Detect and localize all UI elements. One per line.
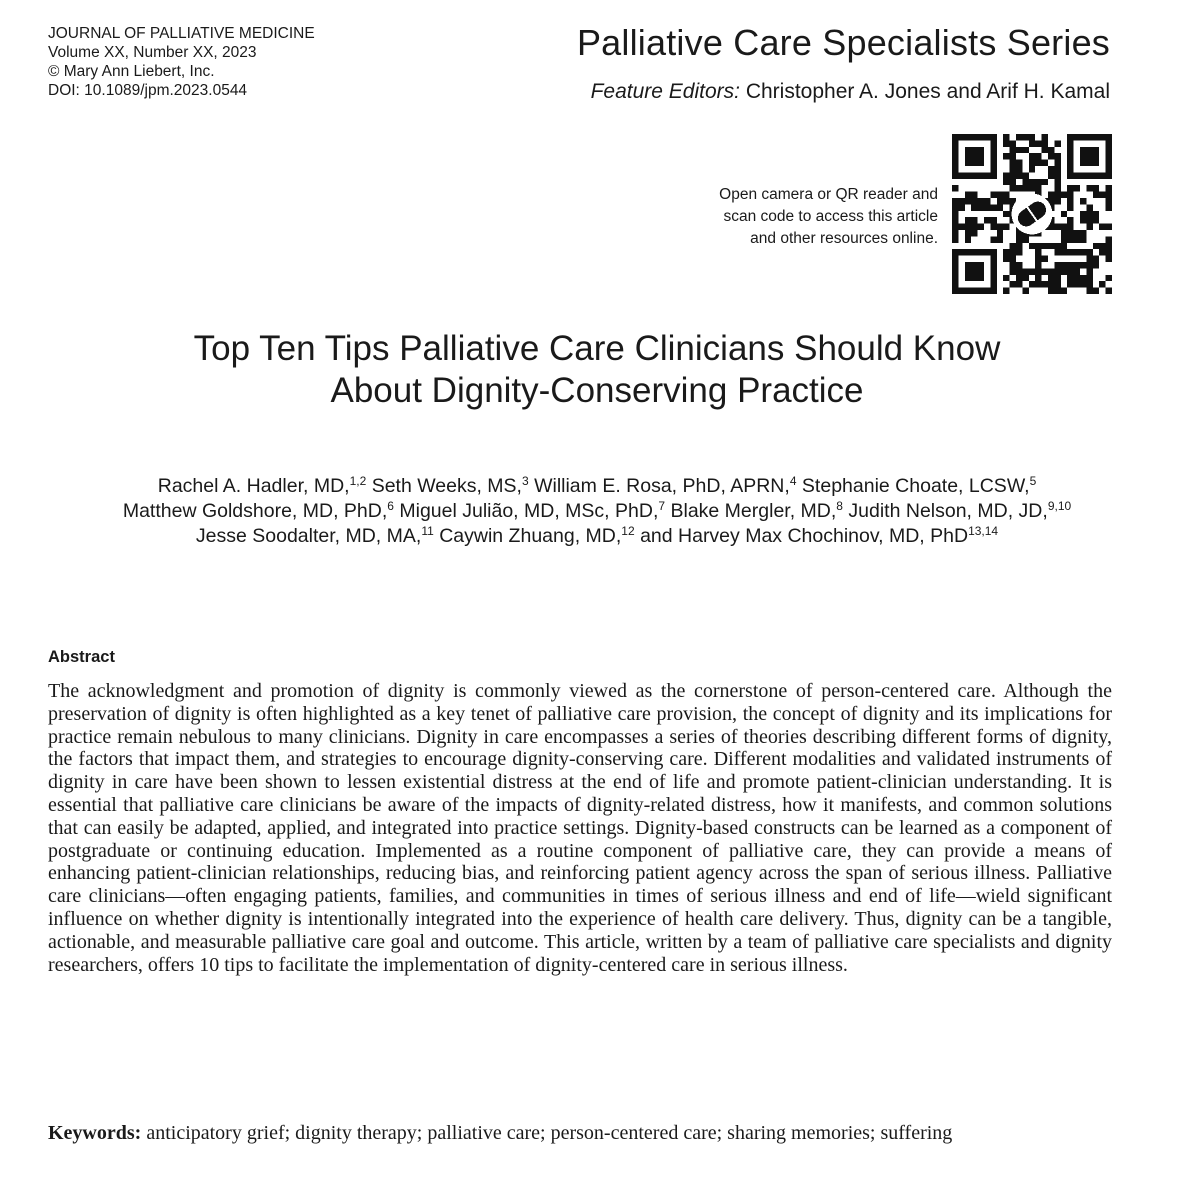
author: Matthew Goldshore, MD, PhD, bbox=[122, 500, 388, 522]
article-title bbox=[0, 328, 1194, 412]
affiliation-ref[interactable]: 9,10 bbox=[1047, 499, 1072, 513]
author: Stephanie Choate, LCSW, bbox=[801, 475, 1030, 497]
feature-editors bbox=[591, 80, 1110, 104]
author: and Harvey Max Chochinov, MD, PhD bbox=[640, 525, 969, 547]
author: Seth Weeks, MS, bbox=[371, 475, 522, 497]
abstract-heading: Abstract bbox=[48, 648, 115, 666]
author-line bbox=[30, 474, 1164, 499]
keywords bbox=[48, 1122, 1112, 1145]
journal-info bbox=[48, 24, 315, 100]
author-line bbox=[30, 499, 1164, 524]
affiliation-ref[interactable]: 12 bbox=[621, 524, 635, 538]
affiliation-ref[interactable]: 4 bbox=[789, 474, 797, 488]
qr-line: Open camera or QR reader and bbox=[719, 186, 938, 203]
editors-names: Christopher A. Jones and Arif H. Kamal bbox=[745, 80, 1110, 103]
qr-code-icon[interactable] bbox=[952, 134, 1112, 294]
journal-volume: Volume XX, Number XX, 2023 bbox=[48, 44, 257, 61]
author: Judith Nelson, MD, JD, bbox=[848, 500, 1048, 522]
journal-name: JOURNAL OF PALLIATIVE MEDICINE bbox=[48, 25, 315, 42]
keywords-label: Keywords: bbox=[48, 1122, 142, 1144]
qr-instructions bbox=[719, 184, 938, 250]
abstract-text: The acknowledgment and promotion of dignity is commonly viewed as the cornerstone of person-centered care. Although the preservation of dignity is often highlighted as a key tenet of palliative care provision, the concept of dignity and its implications for practice remain nebulous to many clinicians. Dignity in care encompasses a series of theories describing different forms of dignity, the factors that impact them, and strategies to encourage dignity-conserving care. Different modalities and validated instruments of dignity in care have been shown to lessen existential distress at the end of life and promote patient-clinician understanding. It is essential that palliative care clinicians be aware of the impacts of dignity-related distress, how it manifests, and common solutions that can easily be adapted, applied, and integrated into practice settings. Dignity-based constructs can be learned as a component of postgraduate or continuing education. Implemented as a routine component of palliative care, they can provide a means of enhancing patient-clinician relationships, reducing bias, and reinforcing patient agency across the span of serious illness. Palliative care clinicians—often engaging patients, families, and communities in times of serious illness and end of life—wield significant influence on whether dignity is intentionally integrated into the experience of health care delivery. Thus, dignity can be a tangible, actionable, and measurable palliative care goal and outcome. This article, written by a team of palliative care specialists and dignity researchers, offers 10 tips to facilitate the implementation of dignity-centered care in serious illness. bbox=[48, 680, 1112, 976]
author: William E. Rosa, PhD, APRN, bbox=[534, 475, 790, 497]
author-line bbox=[30, 524, 1164, 549]
series-title: Palliative Care Specialists Series bbox=[576, 22, 1110, 63]
author: Rachel A. Hadler, MD, bbox=[157, 475, 350, 497]
article-title-line: Top Ten Tips Palliative Care Clinicians Should Know bbox=[193, 329, 1001, 368]
author: Caywin Zhuang, MD, bbox=[439, 525, 622, 547]
journal-doi[interactable]: DOI: 10.1089/jpm.2023.0544 bbox=[48, 82, 248, 99]
keywords-text: anticipatory grief; dignity therapy; palliative care; person-centered care; sharing memories; suffering bbox=[146, 1122, 953, 1144]
author-list bbox=[30, 474, 1164, 549]
affiliation-ref[interactable]: 3 bbox=[521, 474, 529, 488]
journal-copyright: © Mary Ann Liebert, Inc. bbox=[48, 63, 215, 80]
affiliation-ref[interactable]: 8 bbox=[836, 499, 843, 513]
editors-label: Feature Editors: bbox=[590, 80, 740, 103]
qr-line: scan code to access this article bbox=[723, 208, 938, 225]
affiliation-ref[interactable]: 5 bbox=[1029, 474, 1037, 488]
qr-line: and other resources online. bbox=[750, 230, 938, 247]
author: Blake Mergler, MD, bbox=[670, 500, 837, 522]
affiliation-ref[interactable]: 1,2 bbox=[349, 474, 367, 488]
article-title-line: About Dignity-Conserving Practice bbox=[330, 371, 864, 410]
affiliation-ref[interactable]: 11 bbox=[421, 524, 434, 538]
affiliation-ref[interactable]: 13,14 bbox=[968, 524, 999, 538]
affiliation-ref[interactable]: 7 bbox=[658, 499, 666, 513]
affiliation-ref[interactable]: 6 bbox=[387, 499, 394, 513]
author: Jesse Soodalter, MD, MA, bbox=[195, 525, 422, 547]
author: Miguel Julião, MD, MSc, PhD, bbox=[399, 500, 659, 522]
